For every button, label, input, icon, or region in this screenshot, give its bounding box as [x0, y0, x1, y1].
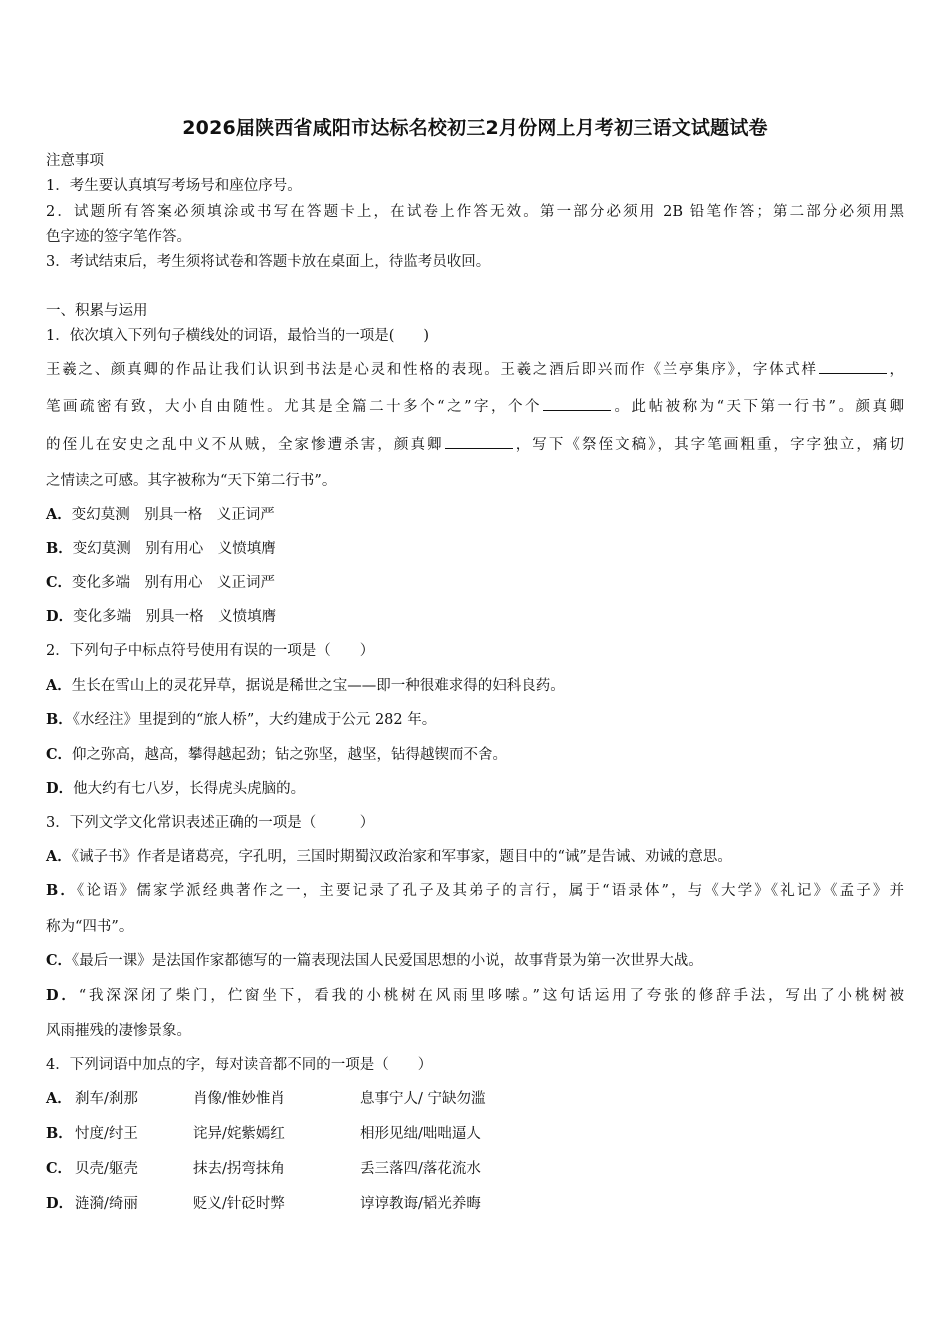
- option-label: D．: [46, 608, 74, 625]
- option-label: C．: [46, 1160, 73, 1177]
- passage-text: ，写下《祭侄文稿》，其字笔画粗重，字字独立，痛切: [513, 437, 904, 453]
- option-label: A．: [46, 848, 72, 865]
- option-cell: 涟漪/绮丽: [75, 1196, 138, 1212]
- option-cell: 诧异/姹紫嫣红: [193, 1126, 285, 1142]
- option-label: B．: [46, 882, 78, 899]
- passage-text: 王羲之、颜真卿的作品让我们认识到书法是心灵和性格的表现。王羲之酒后即兴而作《兰亭集序》，字体式样: [46, 362, 818, 378]
- question-stem: 4．下列词语中加点的字，每对读音都不同的一项是（ ）: [46, 1057, 433, 1073]
- notice-item: 3．考试结束后，考生须将试卷和答题卡放在桌面上，待监考员收回。: [46, 254, 491, 270]
- option-label: A．: [46, 677, 72, 694]
- passage-text: ，: [887, 362, 904, 378]
- option-label: A．: [46, 506, 72, 523]
- option-text: 《最后一课》是法国作家都德写的一篇表现法国人民爱国思想的小说，故事背景为第一次世界大战。: [72, 953, 703, 969]
- option-label: A．: [46, 1090, 72, 1107]
- answer-blank: [819, 359, 887, 374]
- passage-text: 笔画疏密有致，大小自由随性。尤其是全篇二十多个“之”字，个个: [46, 399, 543, 415]
- option-cell: 刹车/刹那: [75, 1091, 138, 1107]
- option-label: D．: [46, 780, 74, 797]
- option-text: 他大约有七八岁，长得虎头虎脑的。: [73, 781, 306, 797]
- option-label: B．: [46, 1125, 73, 1142]
- answer-blank: [543, 396, 611, 411]
- option: [46, 676, 904, 696]
- option: [46, 607, 904, 627]
- passage-line: [46, 396, 904, 417]
- notice-item: 1．考生要认真填写考场号和座位序号。: [46, 178, 302, 194]
- option-text: 《论语》儒家学派经典著作之一，主要记录了孔子及其弟子的言行，属于“语录体”，与《大学》《礼记》《孟子》并: [77, 883, 904, 899]
- option-text: 生长在雪山上的灵花异草，据说是稀世之宝——即一种很难求得的妇科良药。: [71, 678, 565, 694]
- passage-line: [46, 434, 904, 455]
- option: [46, 573, 904, 593]
- passage-line: [46, 359, 904, 380]
- option-label: C．: [46, 574, 73, 591]
- option-text: 变幻莫测 别具一格 义正词严: [71, 507, 275, 523]
- option: [46, 951, 904, 971]
- question-stem: 3．下列文学文化常识表述正确的一项是（ ）: [46, 815, 375, 831]
- option-text: 《诫子书》作者是诸葛亮，字孔明，三国时期蜀汉政治家和军事家，题目中的“诫”是告诫、劝诫的意思。: [71, 849, 732, 865]
- option-cell: 贬义/针砭时弊: [193, 1196, 285, 1212]
- option: [46, 881, 904, 901]
- option-text: 变幻莫测 别有用心 义愤填膺: [72, 541, 276, 557]
- option-text: 仰之弥高，越高，攀得越起劲；钻之弥坚，越坚，钻得越锲而不舍。: [72, 747, 508, 763]
- option-continued: 称为“四书”。: [46, 919, 134, 935]
- passage-text: 。此帖被称为“天下第一行书”。颜真卿: [612, 399, 905, 415]
- option-label: C．: [46, 746, 73, 763]
- passage-line: 之情读之可感。其字被称为“天下第二行书”。: [46, 473, 337, 489]
- option-cell: 忖度/纣王: [75, 1126, 138, 1142]
- option-cell: 息事宁人/ 宁缺勿滥: [360, 1091, 486, 1107]
- notice-item: 2．试题所有答案必须填涂或书写在答题卡上，在试卷上作答无效。第一部分必须用 2B 铅笔作答；第二部分必须用黑: [46, 204, 904, 220]
- section-heading: 一、积累与运用: [46, 303, 148, 319]
- option-label: B．: [46, 540, 73, 557]
- option-label: D．: [46, 987, 79, 1004]
- option-label: B．: [46, 711, 73, 728]
- option: [46, 779, 904, 799]
- answer-blank: [445, 434, 513, 449]
- option: [46, 710, 904, 730]
- option-cell: 丢三落四/落花流水: [360, 1161, 481, 1177]
- option: [46, 745, 904, 765]
- notice-heading: 注意事项: [46, 153, 104, 169]
- question-stem: 2．下列句子中标点符号使用有误的一项是（ ）: [46, 643, 375, 659]
- page-title: 2026届陕西省咸阳市达标名校初三2月份网上月考初三语文试题试卷: [182, 117, 768, 139]
- option-text: “我深深闭了柴门，伫窗坐下，看我的小桃树在风雨里哆嗦。”这句话运用了夸张的修辞手法，写出了小桃树被: [78, 988, 904, 1004]
- option-cell: 相形见绌/咄咄逼人: [360, 1126, 481, 1142]
- option: [46, 847, 904, 867]
- option-cell: 肖像/惟妙惟肖: [193, 1091, 285, 1107]
- option: [46, 986, 904, 1006]
- option: [46, 539, 904, 559]
- option: [46, 505, 904, 525]
- option-cell: 贝壳/躯壳: [75, 1161, 138, 1177]
- option-label: D．: [46, 1195, 74, 1212]
- passage-text: 的侄儿在安史之乱中义不从贼，全家惨遭杀害，颜真卿: [46, 437, 444, 453]
- option-text: 变化多端 别具一格 义愤填膺: [73, 609, 277, 625]
- question-stem: 1．依次填入下列句子横线处的词语，最恰当的一项是( ): [46, 328, 430, 344]
- option-text: 变化多端 别有用心 义正词严: [72, 575, 276, 591]
- option-continued: 风雨摧残的凄惨景象。: [46, 1023, 191, 1039]
- option-cell: 抹去/拐弯抹角: [193, 1161, 285, 1177]
- option-text: 《水经注》里提到的“旅人桥”，大约建成于公元 282 年。: [72, 712, 437, 728]
- option-cell: 谆谆教诲/韬光养晦: [360, 1196, 481, 1212]
- notice-item: 色字迹的签字笔作答。: [46, 229, 191, 245]
- option-label: C．: [46, 952, 73, 969]
